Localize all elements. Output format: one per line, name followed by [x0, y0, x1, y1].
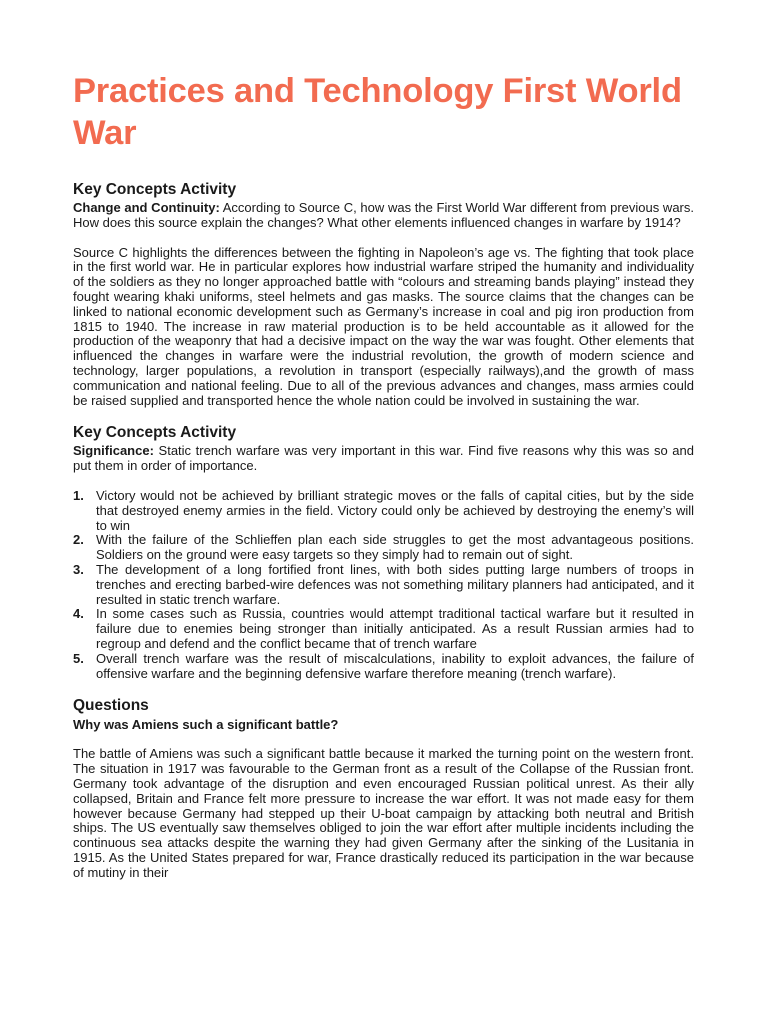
answer-paragraph: The battle of Amiens was such a significant battle because it marked the turning point on the western front. The situation in 1917 was favourable to the German front as a result of the Collapse of the Russian front. Germany took advantage of the disruption and even encouraged Russian political unrest. As their ally collapsed, Britain and France felt more pressure to increase the war effort. It was not made easy for them however because Germany had stepped up their U-boat campaign by attacking both neutral and British ships. The US eventually saw themselves obliged to join the war effort after multiple incidents including the continuous sea attacks despite the warning they had given Germany after the sinking of the Lusitania in 1915. As the United States prepared for war, France drastically reduced its participation in the war because of mutiny in their [73, 746, 694, 880]
section-heading: Questions [73, 697, 149, 715]
prompt-label: Change and Continuity: [73, 200, 220, 215]
answer-paragraph: Source C highlights the differences between the fighting in Napoleon’s age vs. The fighting that took place in the first world war. He in particular explores how industrial warfare striped the humanity and individuality of the soldiers as they no longer approached battle with “colours and streaming bands playing” instead they fought wearing khaki uniforms, steel helmets and gas masks. The source claims that the changes can be linked to national economic development such as Germany’s increase in coal and pig iron production from 1815 to 1940. The increase in raw material production is to be held accountable as it allowed for the production of the weaponry that had a decisive impact on the way the war was fought. Other elements that influenced the changes in warfare were the industrial revolution, the growth of modern science and technology, larger populations, a revolution in transport (especially railways),and the growth of mass communication and national feeling. Due to all of the previous advances and changes, mass armies could be raised supplied and transported hence the whole nation could be involved in sustaining the war. [73, 244, 694, 408]
list-text: With the failure of the Schlieffen plan each side struggles to get the most advantageous positions. Soldiers on the ground were easy targets so they simply had to remain out of sight. [96, 532, 694, 563]
section-significance [73, 424, 694, 681]
section-questions [73, 697, 694, 880]
list-number: 2. [73, 532, 84, 548]
section-change-continuity [73, 181, 694, 408]
prompt-label: Significance: [73, 443, 154, 459]
list-number: 1. [73, 487, 84, 503]
list-item [73, 489, 694, 533]
list-item [73, 533, 694, 563]
list-text: The development of a long fortified front lines, with both sides putting large numbers of troops in trenches and erecting barbed-wire defences was not something military planners had anticipated, and it resulted in static trench warfare. [96, 561, 694, 607]
list-number: 3. [73, 561, 84, 577]
list-number: 4. [73, 606, 84, 622]
prompt-text: Static trench warfare was very important in this war. Find five reasons why this was so and put them in order of importance. [73, 443, 694, 474]
section-heading: Key Concepts Activity [73, 424, 237, 442]
prompt-text: According to Source C, how was the First World War different from previous wars. How does this source explain the changes? What other elements influenced changes in warfare by 1914? [73, 200, 694, 230]
activity-prompt [73, 201, 694, 231]
list-number: 5. [73, 650, 84, 666]
list-text: In some cases such as Russia, countries would attempt traditional tactical warfare but it resulted in failure due to enemies being stronger than initially anticipated. As a result Russian armies had to regroup and defend and the conflict became that of trench warfare [96, 606, 694, 651]
page-title: Practices and Technology First World War [73, 72, 682, 152]
list-text: Victory would not be achieved by brilliant strategic moves or the falls of capital cities, but by the side that destroyed enemy armies in the field. Victory could only be achieved by destroying the enemy’s will to win [96, 487, 694, 533]
list-item [73, 652, 694, 682]
reasons-list [73, 489, 694, 681]
section-heading: Key Concepts Activity [73, 181, 237, 198]
list-item [73, 607, 694, 651]
activity-prompt [73, 444, 694, 474]
list-text: Overall trench warfare was the result of miscalculations, inability to exploit advances, the failure of offensive warfare and the beginning defensive warfare therefore meaning (trench warfare). [96, 650, 694, 681]
list-item [73, 563, 694, 607]
question-text: Why was Amiens such a significant battle? [73, 717, 339, 733]
